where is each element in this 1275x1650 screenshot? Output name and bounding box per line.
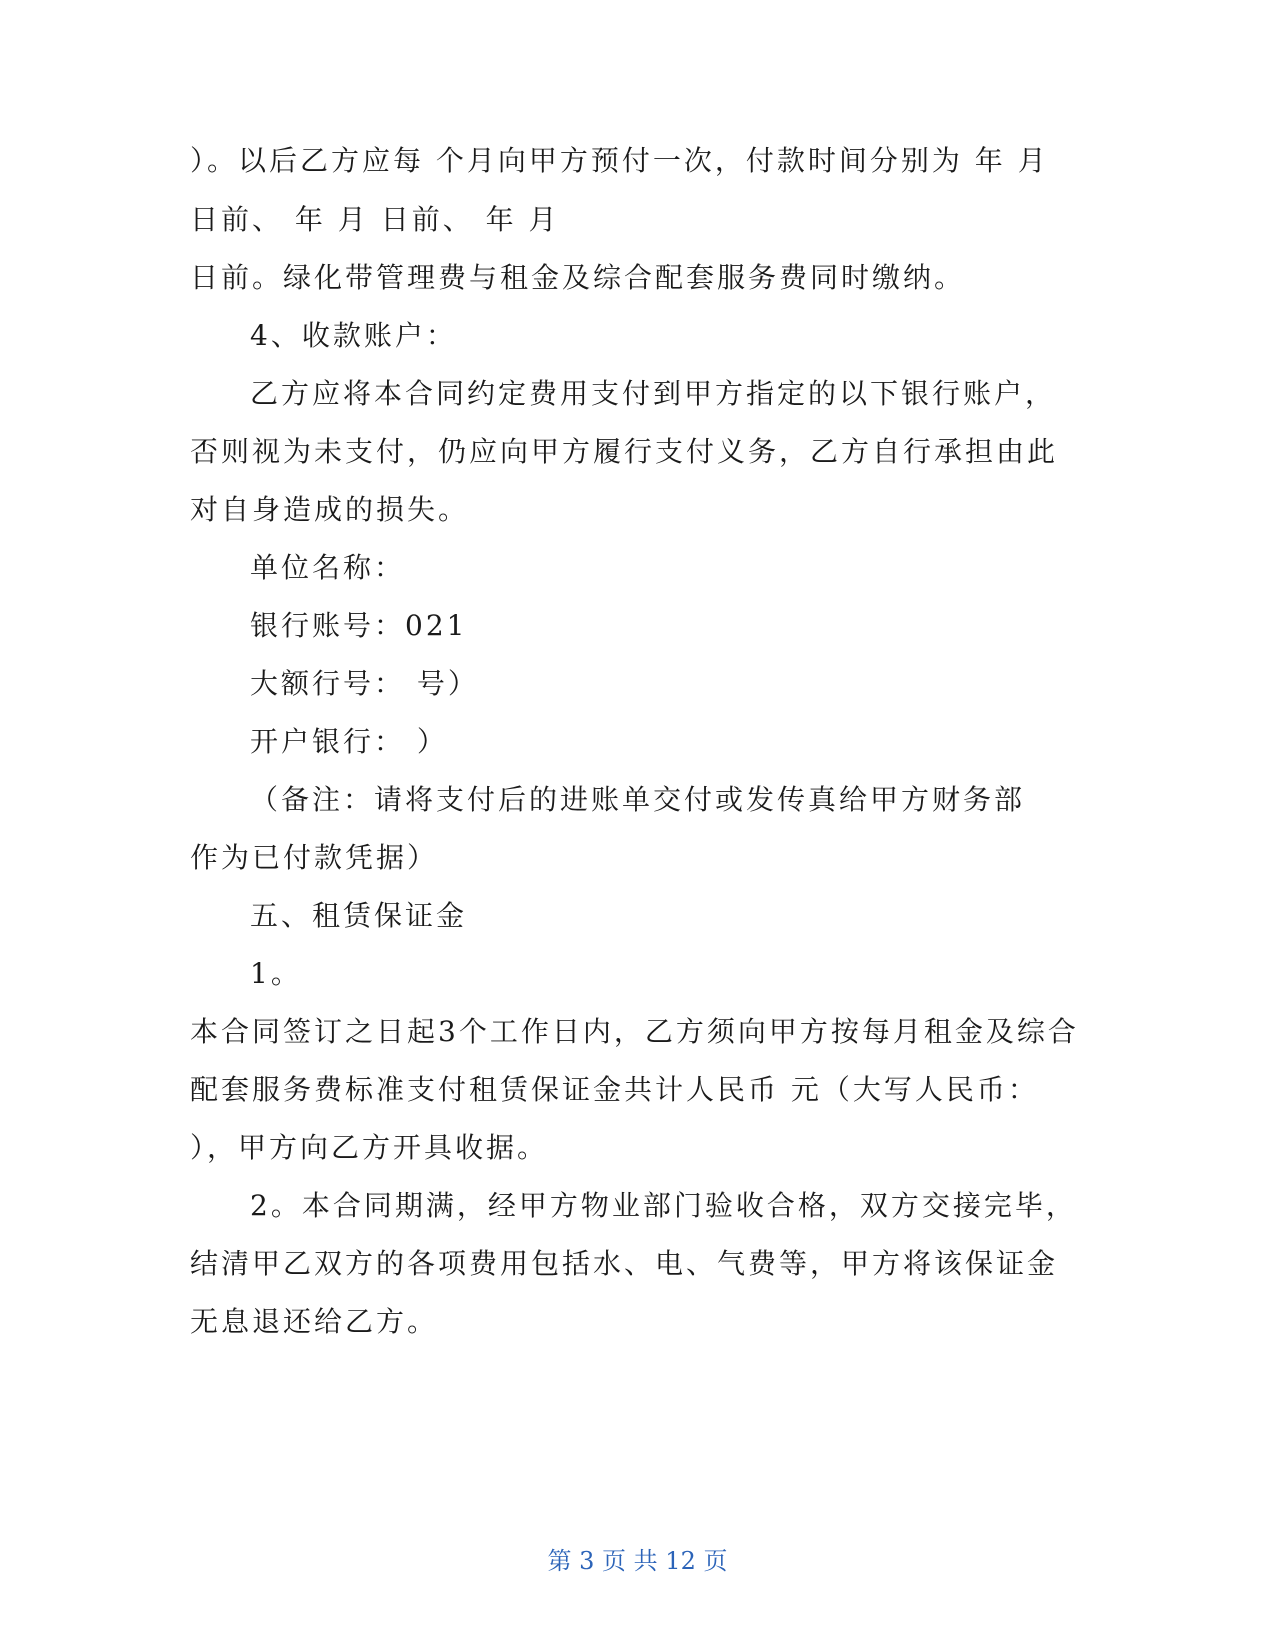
text-line: 配套服务费标准支付租赁保证金共计人民币 元（大写人民币： — [190, 1073, 1039, 1106]
opening-bank-field: 开户银行： ） — [250, 725, 448, 758]
section-heading: 五、租赁保证金 — [250, 899, 468, 932]
remark-line: 作为已付款凭据） — [190, 841, 439, 874]
bank-code-field: 大额行号： 号） — [250, 667, 479, 700]
text-line: 无息退还给乙方。 — [190, 1305, 439, 1338]
page-number-label: 第 3 页 共 12 页 — [547, 1547, 728, 1575]
text-line: 日前、 年 月 日前、 年 月 — [190, 203, 560, 236]
bank-account-field: 银行账号：021 — [250, 609, 468, 642]
text-line: ）。以后乙方应每 个月向甲方预付一次，付款时间分别为 年 月 — [190, 144, 1049, 177]
account-name-field: 单位名称： — [250, 551, 406, 584]
text-line: 对自身造成的损失。 — [190, 493, 470, 526]
text-line: 本合同签订之日起3个工作日内，乙方须向甲方按每月租金及综合 — [190, 1015, 1079, 1048]
clause-number: 1。 — [250, 957, 302, 990]
text-line: 日前。绿化带管理费与租金及综合配套服务费同时缴纳。 — [190, 261, 966, 294]
text-line: ），甲方向乙方开具收据。 — [190, 1131, 549, 1164]
remark-line: （备注：请将支付后的进账单交付或发传真给甲方财务部 — [250, 783, 1026, 816]
text-line: 2。本合同期满，经甲方物业部门验收合格，双方交接完毕， — [250, 1189, 1077, 1222]
page-number-footer — [0, 1546, 1275, 1576]
text-line: 否则视为未支付，仍应向甲方履行支付义务，乙方自行承担由此 — [190, 435, 1059, 468]
section-heading: 4、收款账户： — [250, 319, 457, 352]
text-line: 结清甲乙双方的各项费用包括水、电、气费等，甲方将该保证金 — [190, 1247, 1059, 1280]
text-line: 乙方应将本合同约定费用支付到甲方指定的以下银行账户， — [250, 377, 1057, 410]
